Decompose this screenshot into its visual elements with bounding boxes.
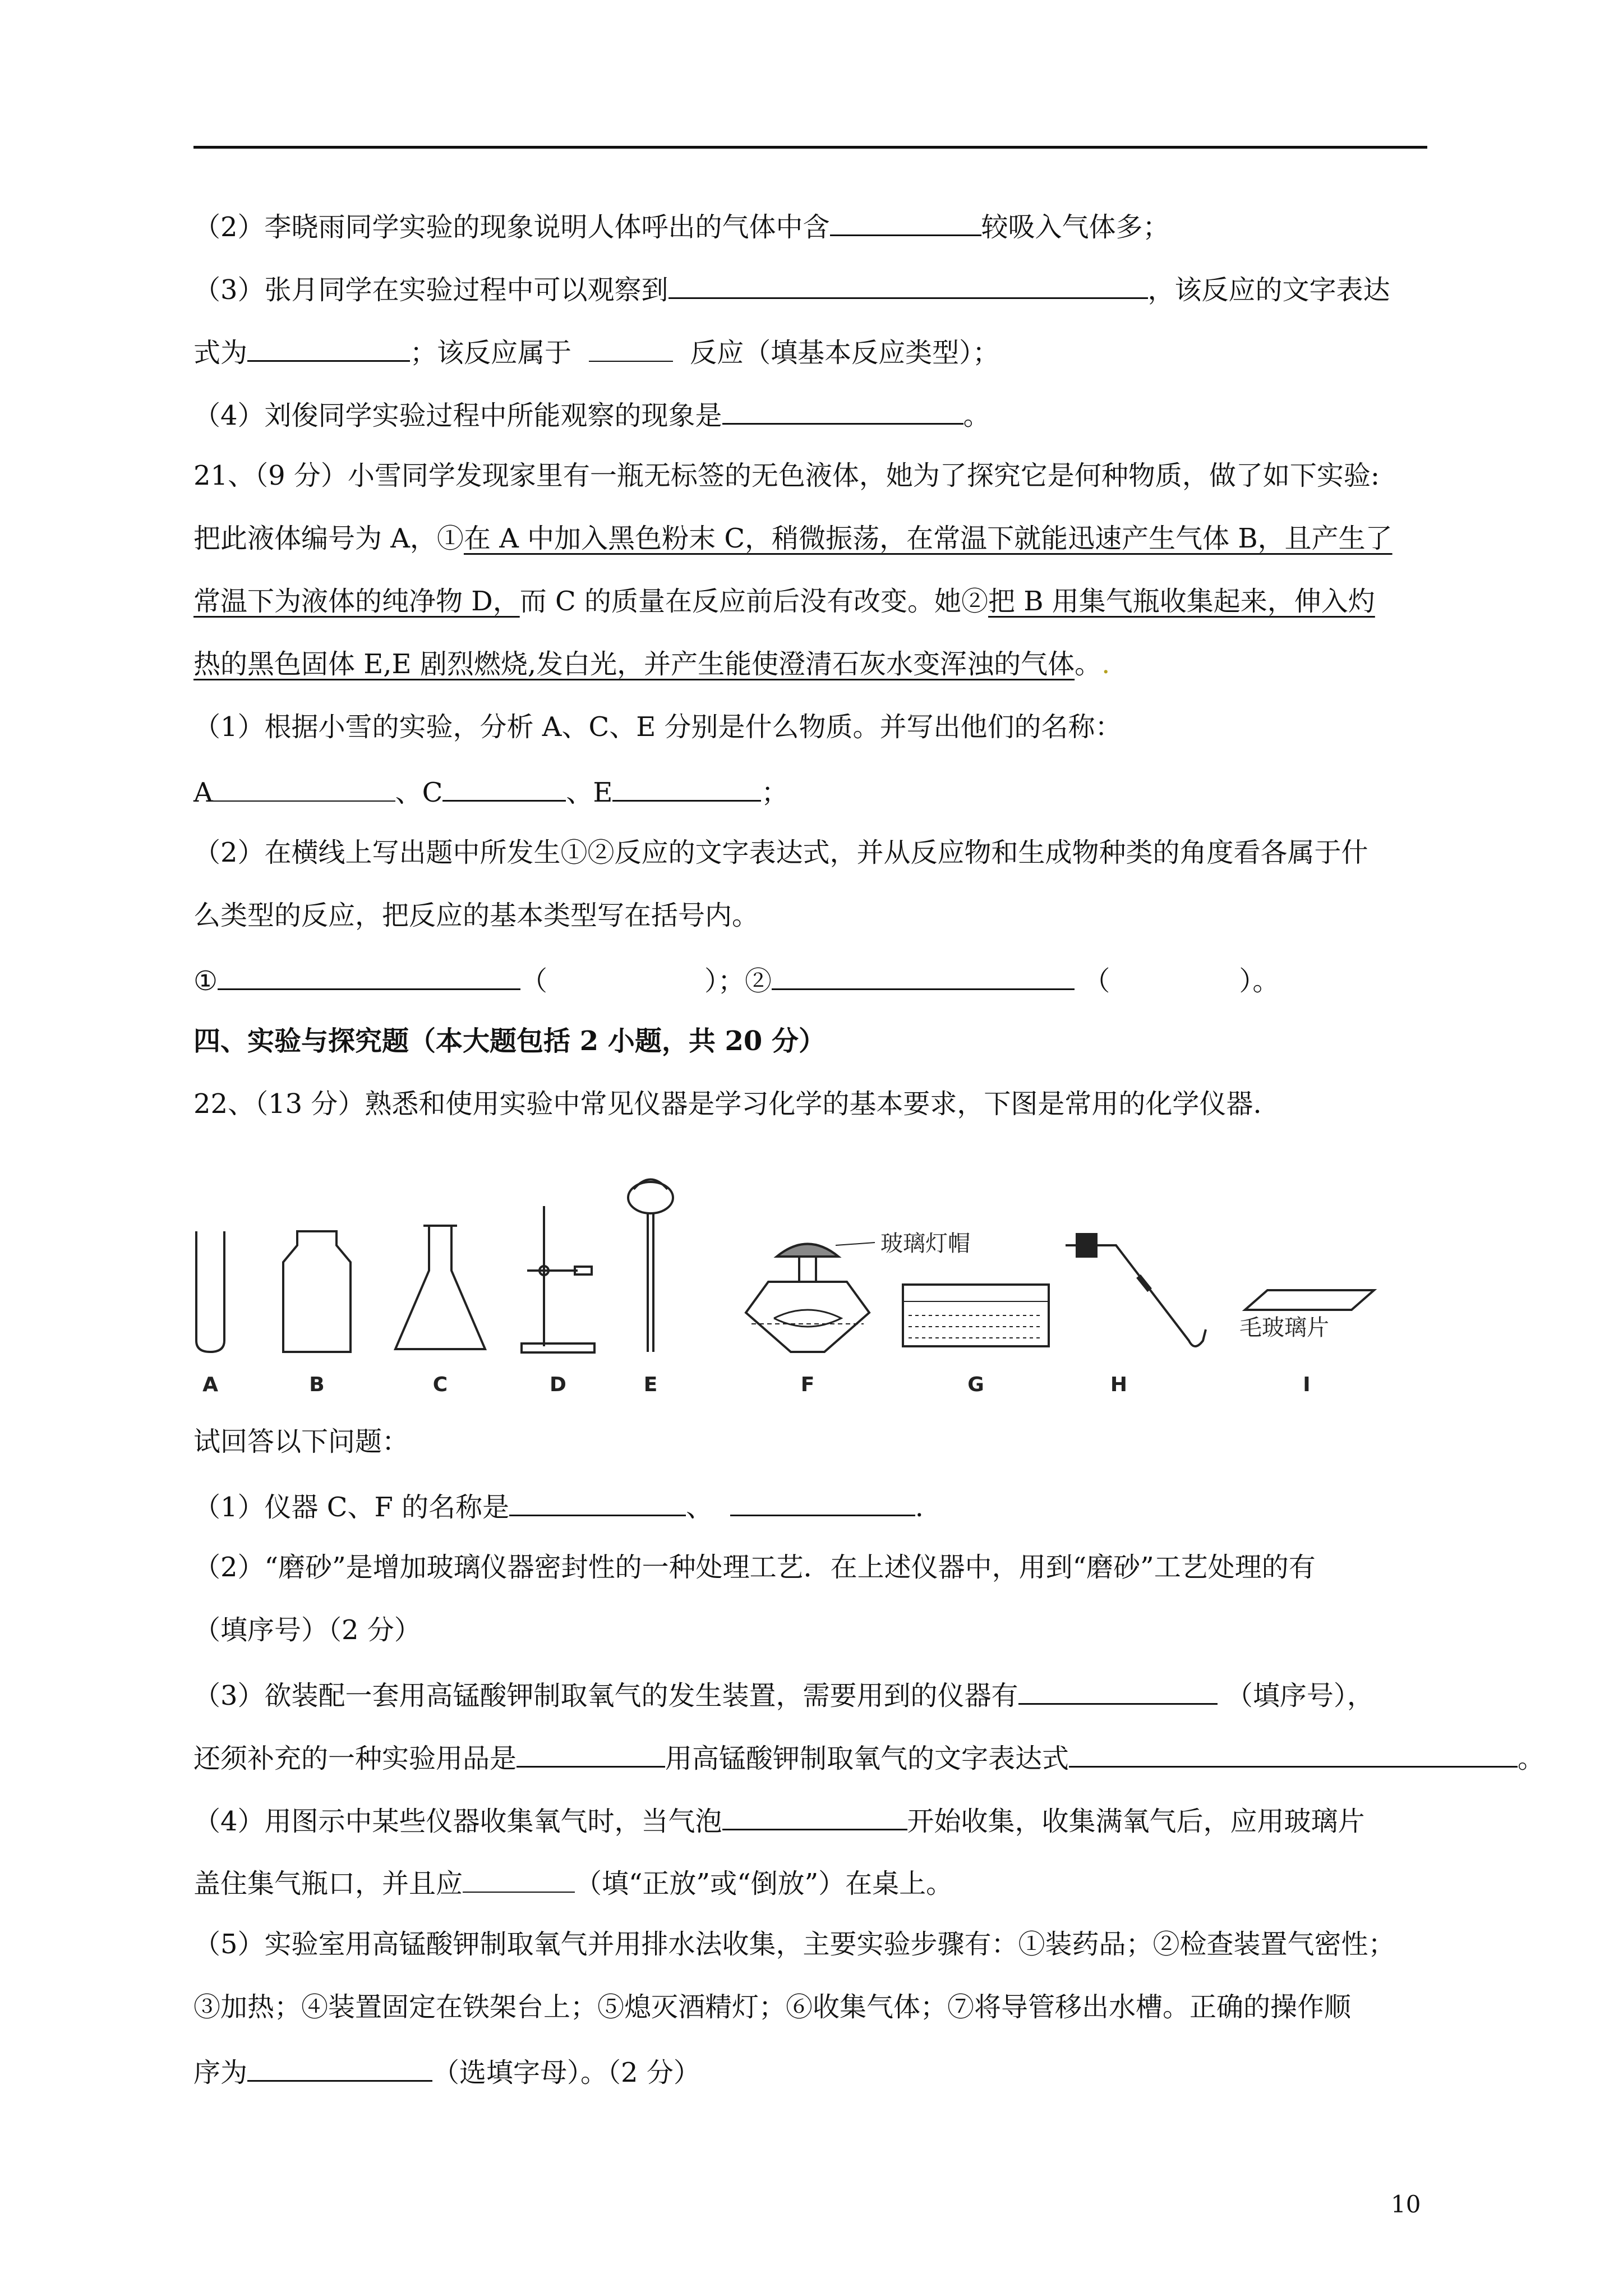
answer-blank[interactable]: [589, 334, 673, 362]
q21-part1-answers: [193, 773, 788, 809]
q20-part3-cont: [193, 333, 999, 370]
q20-3b-tail: 反应（填基本反应类型）；: [690, 337, 1000, 369]
q22-5c-tail: （选填字母）。（2 分）: [432, 2057, 700, 2088]
q20-3b-text: 式为: [193, 337, 248, 369]
q22-part4-cont: [193, 1865, 953, 1901]
q21-line4: [193, 647, 1110, 681]
answer-blank-1[interactable]: [218, 961, 520, 990]
label-i: I: [1303, 1373, 1311, 1396]
page-number: 10: [1391, 2191, 1421, 2218]
q22-4-tail: 开始收集，收集满氧气后，应用玻璃片: [907, 1806, 1365, 1837]
semicolon: ；: [761, 777, 789, 808]
label-c: C: [432, 1373, 448, 1396]
label-e: 、E: [566, 777, 613, 808]
header-rule: [193, 146, 1427, 149]
q21-part1: （1）根据小雪的实验，分析 A、C、E 分别是什么物质。并写出他们的名称：: [193, 711, 1122, 743]
apparatus-svg: [185, 1172, 1419, 1397]
q22-part4: [193, 1802, 1365, 1838]
label-f: F: [800, 1373, 815, 1396]
q21-l4-underlined: 热的黑色固体 E,E 剧烈燃烧,发白光，并产生能使澄清石灰水变浑浊的气体: [193, 648, 1075, 680]
answer-blank[interactable]: [1018, 1676, 1218, 1705]
water-trough-icon: [903, 1285, 1049, 1346]
q21-part2-answers: [193, 961, 1279, 998]
answer-blank-2[interactable]: [772, 961, 1075, 990]
test-tube-icon: [196, 1231, 224, 1352]
q22-part1: [193, 1488, 924, 1524]
answer-blank[interactable]: [517, 1739, 665, 1768]
q22-part5: （5）实验室用高锰酸钾制取氧气并用排水法收集，主要实验步骤有：①装药品；②检查装置气密性；: [193, 1929, 1395, 1960]
paren-close-2: ）。: [1239, 965, 1280, 997]
apparatus-figure: [185, 1172, 1419, 1397]
glass-plate-icon: [1245, 1290, 1374, 1310]
q22-part5-answer: [193, 2053, 700, 2090]
paren-open-2: （: [1083, 965, 1110, 997]
answer-blank[interactable]: [668, 270, 1148, 299]
q21-l2-underlined: 在 A 中加入黑色粉末 C，稍微振荡，在常温下就能迅速产生气体 B，且产生了: [463, 523, 1393, 554]
answer-blank[interactable]: [730, 1488, 915, 1516]
section-4-title: 四、实验与探究题（本大题包括 2 小题，共 20 分）: [193, 1025, 826, 1057]
label-d: D: [550, 1373, 566, 1396]
conical-flask-icon: [395, 1226, 485, 1349]
delivery-tube-icon: [1066, 1234, 1206, 1346]
q20-part2: [193, 208, 1170, 244]
q20-4-text: （4）刘俊同学实验过程中所能观察的现象是: [193, 400, 722, 431]
q21-l3-mid: 而 C 的质量在反应前后没有改变。她②: [519, 586, 988, 617]
q22-3b-mid: 用高锰酸钾制取氧气的文字表达式: [665, 1743, 1069, 1774]
q21-line3: [193, 585, 1375, 618]
q22-ask: 试回答以下问题：: [193, 1426, 409, 1457]
q20-3b-mid: ；该反应属于: [410, 337, 572, 369]
answer-blank-e[interactable]: [612, 773, 761, 802]
q22-3b-tail: 。: [1518, 1743, 1545, 1774]
q22-4b-tail: （填“正放”或“倒放”）在桌上。: [575, 1868, 953, 1899]
answer-blank-a[interactable]: [213, 774, 395, 802]
answer-blank[interactable]: [463, 1865, 575, 1893]
q21-l4-tail: 。: [1075, 648, 1102, 680]
reagent-bottle-icon: [283, 1231, 351, 1352]
label-g: G: [967, 1373, 984, 1396]
q22-1-sep: 、: [686, 1492, 713, 1523]
answer-blank-c[interactable]: [442, 773, 566, 802]
q22-head: 22、（13 分）熟悉和使用实验中常见仪器是学习化学的基本要求，下图是常用的化学仪器.: [193, 1088, 1262, 1120]
q22-part2: （2）“磨砂”是增加玻璃仪器密封性的一种处理工艺．在上述仪器中，用到“磨砂”工艺处理的有: [193, 1552, 1316, 1583]
q20-3-text: （3）张月同学在实验过程中可以观察到: [193, 274, 668, 306]
label-b: B: [309, 1373, 325, 1396]
q22-4-text: （4）用图示中某些仪器收集氧气时，当气泡: [193, 1806, 722, 1837]
q20-part4: [193, 396, 990, 432]
answer-blank[interactable]: [1069, 1739, 1518, 1768]
q21-part2-cont: 么类型的反应，把反应的基本类型写在括号内。: [193, 900, 759, 931]
q21-l3-underlined: 常温下为液体的纯净物 D，: [193, 586, 520, 617]
label-a: A: [193, 777, 213, 808]
separating-funnel-icon: [628, 1180, 673, 1352]
q20-part3: [193, 270, 1390, 307]
q22-part3-cont: [193, 1739, 1544, 1775]
q22-3-tail: （填序号），: [1225, 1680, 1374, 1711]
answer-blank[interactable]: [830, 208, 981, 236]
q22-1-text: （1）仪器 C、F 的名称是: [193, 1492, 510, 1523]
q20-3-tail: ，该反应的文字表达: [1147, 274, 1390, 306]
label-a: A: [202, 1373, 218, 1396]
label-e: E: [643, 1373, 658, 1396]
answer-blank[interactable]: [722, 1802, 907, 1830]
q22-3b-text: 还须补充的一种实验用品是: [193, 1743, 517, 1774]
q22-4b-text: 盖住集气瓶口，并且应: [193, 1868, 463, 1899]
q21-head: 21、（9 分）小雪同学发现家里有一瓶无标签的无色液体，她为了探究它是何种物质，做了如下实验:: [193, 460, 1380, 491]
q22-5c-text: 序为: [193, 2057, 248, 2088]
label-c: 、C: [395, 777, 443, 808]
paren-open-1: （: [520, 965, 548, 997]
stray-mark: .: [1101, 648, 1110, 680]
q20-4-tail: 。: [963, 400, 990, 431]
iron-stand-icon: [522, 1206, 594, 1352]
answer-blank[interactable]: [247, 2053, 432, 2082]
q21-l2-pre: 把此液体编号为 A，①: [193, 523, 464, 554]
q22-part2-cont: （填序号）（2 分）: [193, 1614, 421, 1646]
q21-l3-underlined-2: 把 B 用集气瓶收集起来，伸入灼: [988, 586, 1375, 617]
answer-blank[interactable]: [509, 1488, 686, 1516]
answer-blank[interactable]: [722, 396, 963, 425]
q21-part2: （2）在横线上写出题中所发生①②反应的文字表达式，并从反应物和生成物种类的角度看各属于什: [193, 837, 1368, 868]
q22-1-tail: .: [915, 1492, 924, 1523]
paren-close-1: ）；②: [704, 965, 772, 997]
q20-2-tail: 较吸入气体多；: [981, 211, 1170, 243]
circle-1: ①: [193, 965, 218, 997]
label-h: H: [1110, 1373, 1128, 1396]
q21-line2: [193, 522, 1393, 555]
q22-part3: [193, 1676, 1374, 1713]
answer-blank[interactable]: [247, 333, 410, 362]
q22-3-text: （3）欲装配一套用高锰酸钾制取氧气的发生装置，需要用到的仪器有: [193, 1680, 1018, 1711]
q20-2-text: （2）李晓雨同学实验的现象说明人体呼出的气体中含: [193, 211, 830, 243]
callout-lamp-cap: 玻璃灯帽: [880, 1231, 970, 1257]
q22-part5-cont: ③加热；④装置固定在铁架台上；⑤熄灭酒精灯；⑥收集气体；⑦将导管移出水槽。正确的操作顺: [193, 1991, 1352, 2023]
callout-glass-plate: 毛玻璃片: [1239, 1315, 1329, 1341]
alcohol-lamp-icon: [746, 1243, 875, 1352]
